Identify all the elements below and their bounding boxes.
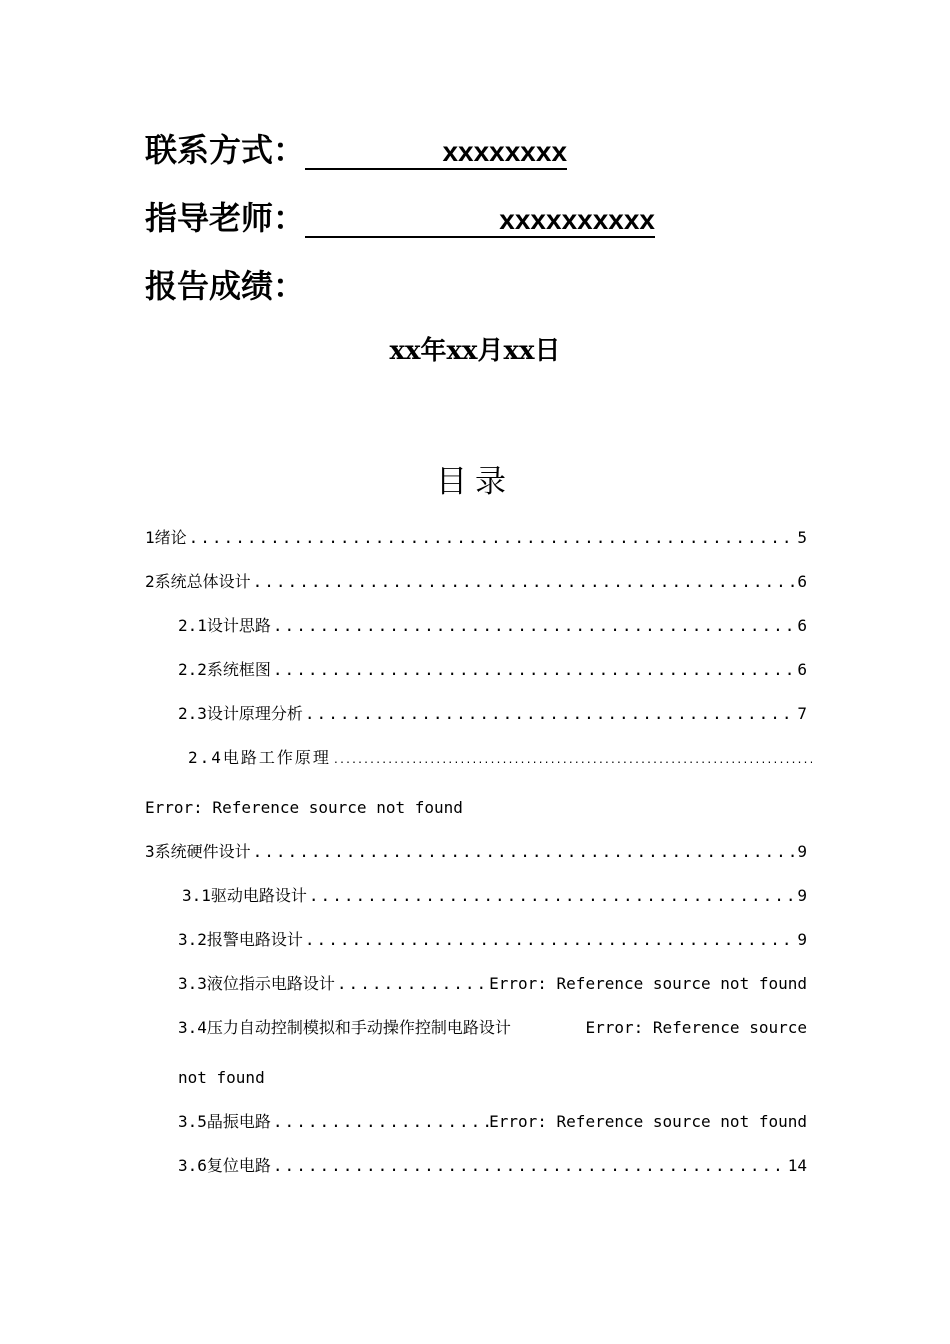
- toc-entry-page: 7: [797, 704, 807, 723]
- toc-entry-title: 液位指示电路设计: [206, 974, 335, 993]
- toc-entry-number: 2.2: [178, 660, 207, 679]
- toc-leader-dots: [271, 614, 797, 638]
- toc-entry-page: 6: [797, 616, 807, 635]
- toc-entry-number: 3.2: [178, 930, 207, 949]
- toc-entry[interactable]: [145, 840, 807, 864]
- toc-entry-number: 2: [145, 572, 155, 591]
- toc-entry-number: 1: [145, 528, 155, 547]
- toc-leader-dots: [307, 884, 797, 908]
- toc-entry[interactable]: [178, 972, 807, 996]
- toc-entry-number: 2.3: [178, 704, 207, 723]
- toc-leader-dots: [303, 928, 797, 952]
- toc-leader-dots: [271, 658, 797, 682]
- toc-entry-number: 2.1: [178, 616, 207, 635]
- toc-entry-page-error: Error: Reference source: [585, 1018, 807, 1037]
- toc-entry-title: 复位电路: [206, 1156, 271, 1175]
- toc-entry-number: 3.1: [182, 886, 211, 905]
- toc-entry-title: 系统硬件设计: [154, 842, 251, 861]
- toc-entry[interactable]: [145, 526, 807, 550]
- toc-entry-title: 系统框图: [206, 660, 271, 679]
- toc-entry-title: 驱动电路设计: [210, 886, 307, 905]
- advisor-label: 指导老师：: [145, 199, 306, 237]
- toc-entry-title: 设计思路: [206, 616, 271, 635]
- toc-entry[interactable]: [178, 658, 807, 682]
- toc-entry-page-error: Error: Reference source not found: [145, 798, 463, 817]
- toc-entry-page: 9: [797, 842, 807, 861]
- toc-leader-dots: [303, 702, 797, 726]
- toc-entry[interactable]: [182, 884, 807, 908]
- toc-leader-dots: [335, 972, 489, 996]
- toc-leader-dots: [251, 570, 798, 594]
- toc-entry[interactable]: [178, 702, 807, 726]
- toc-entry[interactable]: [178, 1110, 807, 1134]
- toc-leader-dots: [331, 749, 812, 773]
- toc-entry-page: 9: [797, 886, 807, 905]
- advisor-line: [145, 198, 655, 238]
- report-date: xx年xx月xx日: [389, 336, 561, 366]
- toc-entry-page: 9: [797, 930, 807, 949]
- grade-label: 报告成绩：: [145, 267, 306, 305]
- toc-entry[interactable]: [178, 614, 807, 638]
- grade-line: [145, 266, 305, 306]
- toc-entry-page-error-continued: not found: [178, 1068, 265, 1087]
- toc-entry-number: 3.4: [178, 1018, 207, 1037]
- toc-entry-page-error: Error: Reference source not found: [489, 974, 807, 993]
- toc-entry-number: 3: [145, 842, 155, 861]
- toc-entry-title: 电路工作原理: [222, 748, 331, 767]
- contact-value: xxxxxxxx: [305, 136, 567, 170]
- toc-entry-page: 6: [797, 660, 807, 679]
- toc-leader-dots: [187, 526, 798, 550]
- toc-entry[interactable]: [145, 570, 807, 594]
- toc-entry-title: 系统总体设计: [154, 572, 251, 591]
- contact-line: [145, 130, 567, 170]
- toc-entry[interactable]: [188, 746, 812, 770]
- toc-entry-page-error: Error: Reference source not found: [489, 1112, 807, 1131]
- toc-entry-page: 14: [787, 1156, 807, 1175]
- toc-leader-dots: [251, 840, 798, 864]
- toc-entry-page: 6: [797, 572, 807, 591]
- toc-entry-number: 2.4: [188, 748, 223, 767]
- toc-entry-title: 设计原理分析: [206, 704, 303, 723]
- toc-title: 目录: [436, 464, 514, 500]
- contact-label: 联系方式：: [145, 131, 306, 169]
- toc-leader-dots: [271, 1110, 489, 1134]
- toc-entry-title: 晶振电路: [206, 1112, 271, 1131]
- toc-entry[interactable]: [178, 928, 807, 952]
- toc-entry-number: 3.6: [178, 1156, 207, 1175]
- toc-entry-title: 压力自动控制模拟和手动操作控制电路设计: [206, 1018, 511, 1037]
- toc-entry-title: 报警电路设计: [206, 930, 303, 949]
- toc-entry-number: 3.3: [178, 974, 207, 993]
- toc-leader-dots: [271, 1154, 788, 1178]
- toc-entry-title: 绪论: [154, 528, 187, 547]
- toc-entry-page: 5: [797, 528, 807, 547]
- toc-entry[interactable]: [178, 1154, 807, 1178]
- advisor-value: xxxxxxxxxx: [305, 204, 655, 238]
- toc-entry[interactable]: [178, 1016, 807, 1040]
- toc-entry-number: 3.5: [178, 1112, 207, 1131]
